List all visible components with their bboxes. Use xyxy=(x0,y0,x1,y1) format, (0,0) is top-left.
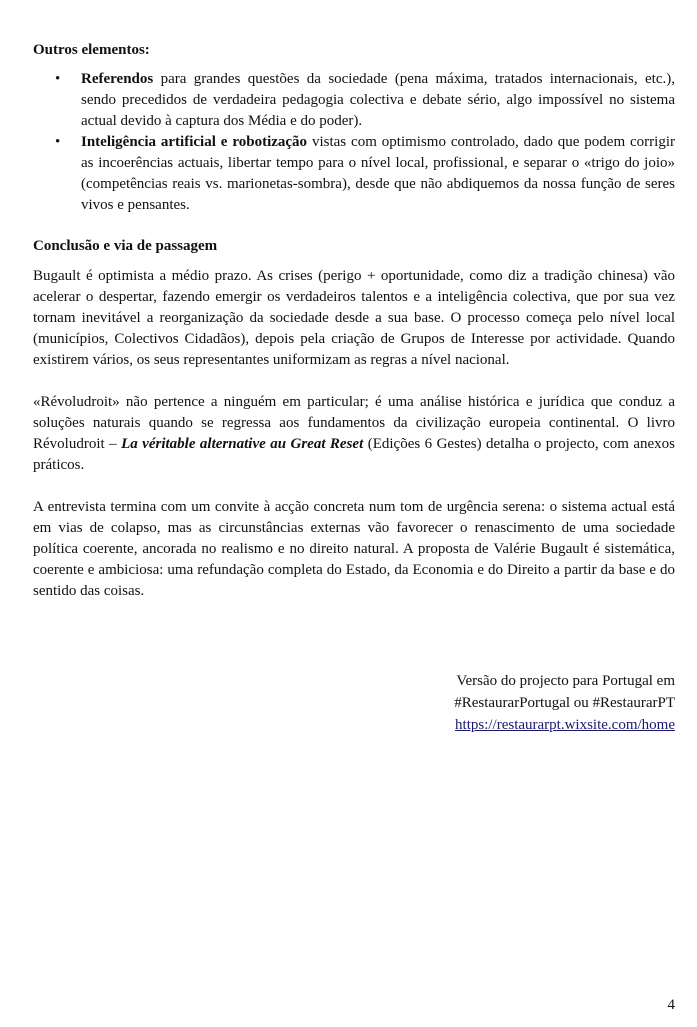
section-heading-outros: Outros elementos: xyxy=(33,42,150,58)
list-item-referendos xyxy=(33,69,675,132)
paragraph-1: Bugault é optimista a médio prazo. As crises (perigo + oportunidade, como diz a tradição chinesa) vão acelerar o despertar, fazendo emergir os verdadeiros talentos e a inteligência colectiva, que por sua vez tornam inevitável a reorganização da sociedade desde a sua base. O processo começa pelo nível local (municípios, Colectivos Cidadãos), depois pela criação de Grupos de Interesse por actividade. Quando existirem vários, os seus representantes uniformizam as regras a nível nacional. xyxy=(33,268,675,368)
project-link[interactable]: https://restaurarpt.wixsite.com/home xyxy=(455,717,675,733)
term-referendos: Referendos xyxy=(81,71,154,87)
item-text-ia: vistas com optimismo controlado, dado que podem corrigir as incoerências actuais, libertar tempo para o nível local, profissional, e separar o «trigo do joio» (competências reais vs. marionetas-sombra), desde que não abdiquemos da nossa função de seres vivos e pensantes. xyxy=(81,134,675,213)
paragraph-2-text-before: «Révoludroit» não pertence a ninguém em particular; é uma análise histórica e jurídica que conduz a soluções naturais quando se regressa aos fundamentos da civilização europeia continental. O livro Révoludroit – xyxy=(33,394,675,452)
book-title: La véritable alternative au Great Reset xyxy=(121,436,364,452)
paragraph-2 xyxy=(33,392,675,476)
signature-line-1: Versão do projecto para Portugal em xyxy=(456,673,675,689)
paragraph-2-text-after: (Edições 6 Gestes) detalha o projecto, com anexos práticos. xyxy=(33,436,675,473)
bullet-list xyxy=(33,69,675,216)
paragraph-3: A entrevista termina com um convite à acção concreta num tom de urgência serena: o sistema actual está em vias de colapso, mas as circunstâncias externas vão favorecer o renascimento de uma sociedade política coerente, ancorada no realismo e no direito natural. A proposta de Valérie Bugault é sistemática, coerente e ambiciosa: uma refundação completa do Estado, da Economia e do Direito a partir da base e do sentido das coisas. xyxy=(33,499,675,599)
signature-line-2: #RestaurarPortugal ou #RestaurarPT xyxy=(454,695,675,711)
bullet-icon: • xyxy=(55,134,61,150)
signature-block xyxy=(454,670,675,736)
page-number: 4 xyxy=(667,997,675,1013)
item-text-referendos: para grandes questões da sociedade (pena máxima, tratados internacionais, etc.), sendo precedidos de verdadeira pedagogia colectiva e debate sério, algo impossível no sistema actual devido à captura dos Média e do poder). xyxy=(81,71,675,129)
bullet-icon: • xyxy=(55,71,61,87)
list-item-ia xyxy=(33,132,675,216)
document-page xyxy=(33,40,675,602)
section-heading-conclusao: Conclusão e via de passagem xyxy=(33,238,218,254)
term-ia: Inteligência artificial e robotização xyxy=(81,134,308,150)
